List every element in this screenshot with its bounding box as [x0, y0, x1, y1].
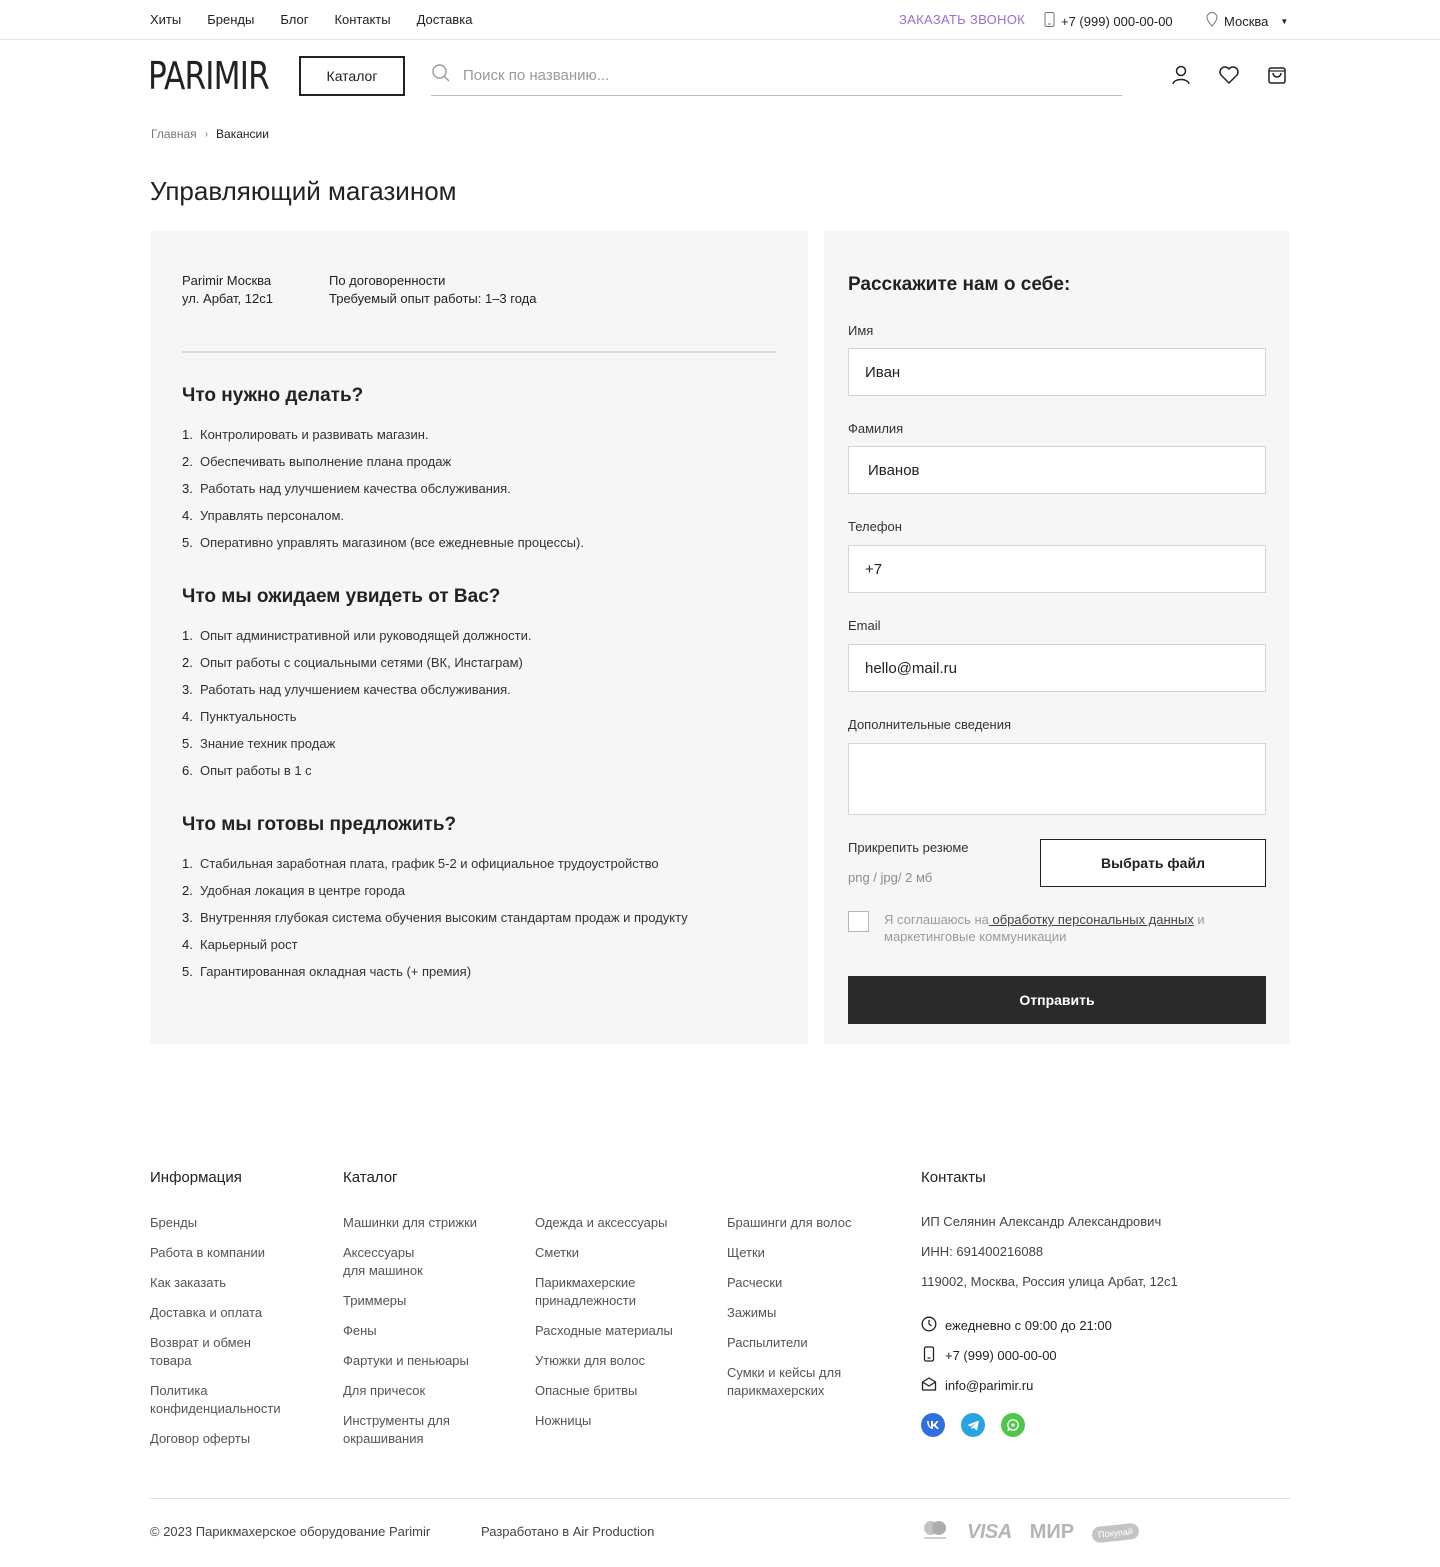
- name-field[interactable]: [848, 348, 1266, 396]
- section-title-duties: Что нужно делать?: [182, 385, 364, 406]
- footer-link[interactable]: Расходные материалы: [535, 1323, 673, 1338]
- list-item: 4. Пунктуальность: [182, 709, 297, 724]
- footer-link[interactable]: Опасные бритвы: [535, 1383, 638, 1398]
- contact-owner: ИП Селянин Александр Александрович: [921, 1214, 1162, 1229]
- mastercard-icon: [921, 1519, 949, 1546]
- contact-hours: [921, 1316, 1112, 1335]
- breadcrumb-current: Вакансии: [216, 127, 269, 141]
- phone-label: Телефон: [848, 519, 902, 534]
- footer-link[interactable]: Распылители: [727, 1335, 808, 1350]
- payment-methods: [921, 1519, 1139, 1546]
- whatsapp-icon[interactable]: [1001, 1413, 1025, 1437]
- surname-field[interactable]: [848, 446, 1266, 494]
- contact-phone-text: +7 (999) 000-00-00: [945, 1348, 1057, 1363]
- footer-contacts: [921, 1214, 1178, 1304]
- list-item: 5. Гарантированная окладная часть (+ премия): [182, 964, 472, 979]
- footer-catalog-col-3: [727, 1214, 877, 1412]
- privacy-policy-link[interactable]: обработку персональных данных: [988, 912, 1194, 927]
- copyright: © 2023 Парикмахерское оборудование Parimir: [150, 1524, 431, 1539]
- email-field[interactable]: [848, 644, 1266, 692]
- footer-link[interactable]: Расчески: [727, 1275, 783, 1290]
- form-title: Расскажите нам о себе:: [848, 274, 1071, 295]
- list-item: 2. Обеспечивать выполнение плана продаж: [182, 454, 452, 469]
- footer-link[interactable]: Щетки: [727, 1245, 765, 1260]
- list-item: 2. Опыт работы с социальными сетями (ВК, Инстаграм): [182, 655, 523, 670]
- search-bar: [431, 56, 1122, 96]
- list-item: 4. Управлять персоналом.: [182, 508, 345, 523]
- vk-icon[interactable]: [921, 1413, 945, 1437]
- consent-pre: Я соглашаюсь на: [884, 912, 989, 927]
- contact-address: 119002, Москва, Россия улица Арбат, 12с1: [921, 1274, 1178, 1289]
- section-title-offer: Что мы готовы предложить?: [182, 814, 457, 835]
- footer-link[interactable]: Парикмахерские принадлежности: [535, 1275, 637, 1308]
- footer-link[interactable]: Триммеры: [343, 1293, 407, 1308]
- footer-link[interactable]: Политика конфиденциальности: [150, 1383, 281, 1416]
- visa-logo: VISA: [967, 1521, 1012, 1543]
- choose-file-button[interactable]: Выбрать файл: [1040, 839, 1266, 887]
- footer-link[interactable]: Возврат и обмен товара: [150, 1335, 251, 1368]
- city-selector[interactable]: [1206, 12, 1288, 30]
- divider: [182, 351, 776, 353]
- user-icon[interactable]: [1170, 64, 1192, 86]
- catalog-button[interactable]: Каталог: [299, 56, 405, 96]
- page-title: Управляющий магазином: [150, 176, 457, 206]
- footer-link[interactable]: Фены: [343, 1323, 377, 1338]
- top-nav-contacts[interactable]: Контакты: [334, 12, 391, 27]
- footer-info-links: [150, 1214, 300, 1460]
- consent-checkbox[interactable]: [848, 911, 869, 932]
- cart-icon[interactable]: [1266, 64, 1288, 86]
- developer-link[interactable]: Разработано в Air Production: [481, 1524, 655, 1539]
- heart-icon[interactable]: [1218, 64, 1240, 86]
- surname-label: Фамилия: [848, 421, 904, 436]
- attach-resume-label: Прикрепить резюме: [848, 840, 969, 855]
- list-item: 3. Работать над улучшением качества обслуживания.: [182, 682, 511, 697]
- vacancy-details: [150, 231, 808, 1044]
- vacancy-terms: [329, 272, 537, 308]
- top-phone[interactable]: [1044, 12, 1173, 30]
- top-nav-brands[interactable]: Бренды: [207, 12, 255, 27]
- footer-link[interactable]: Машинки для стрижки: [343, 1215, 478, 1230]
- email-label: Email: [848, 618, 881, 633]
- telegram-icon[interactable]: [961, 1413, 985, 1437]
- footer-catalog-title: Каталог: [343, 1169, 398, 1186]
- contact-email-text: info@parimir.ru: [945, 1378, 1034, 1393]
- footer-link[interactable]: Аксессуары для машинок: [343, 1245, 423, 1278]
- footer-link[interactable]: Одежда и аксессуары: [535, 1215, 668, 1230]
- footer-contacts-title: Контакты: [921, 1169, 986, 1186]
- name-label: Имя: [848, 323, 874, 338]
- footer-info-title: Информация: [150, 1169, 242, 1186]
- vacancy-location: [182, 272, 273, 308]
- footer-link[interactable]: Зажимы: [727, 1305, 777, 1320]
- contact-email[interactable]: [921, 1376, 1033, 1395]
- footer-link[interactable]: Фартуки и пеньюары: [343, 1353, 469, 1368]
- pokupay-logo: Покупай: [1091, 1522, 1139, 1543]
- top-nav-delivery[interactable]: Доставка: [416, 12, 473, 27]
- top-bar: [0, 0, 1440, 40]
- footer-link[interactable]: Утюжки для волос: [535, 1353, 646, 1368]
- footer-link[interactable]: Договор оферты: [150, 1431, 251, 1446]
- header-actions: [1170, 64, 1288, 86]
- contact-hours-text: ежедневно с 09:00 до 21:00: [945, 1318, 1112, 1333]
- list-item: 5. Знание техник продаж: [182, 736, 336, 751]
- extra-info-label: Дополнительные сведения: [848, 717, 1012, 732]
- clock-icon: [921, 1316, 937, 1335]
- footer-link[interactable]: Сметки: [535, 1245, 580, 1260]
- footer-link[interactable]: Работа в компании: [150, 1245, 266, 1260]
- footer-catalog-col-1: [343, 1214, 493, 1460]
- mail-icon: [921, 1376, 937, 1395]
- contact-phone[interactable]: [921, 1346, 1057, 1365]
- submit-button[interactable]: Отправить: [848, 976, 1266, 1024]
- footer-divider: [150, 1498, 1290, 1499]
- vacancy-address: ул. Арбат, 12с1: [182, 291, 273, 306]
- list-item: 3. Внутренняя глубокая система обучения высоким стандартам продаж и продукту: [182, 910, 688, 925]
- caret-down-icon: ▼: [1280, 16, 1289, 26]
- list-item: 1. Стабильная заработная плата, график 5-2 и официальное трудоустройство: [182, 856, 659, 871]
- offer-list: [182, 856, 688, 991]
- section-title-requirements: Что мы ожидаем увидеть от Вас?: [182, 586, 501, 607]
- footer-link[interactable]: Брашинги для волос: [727, 1215, 852, 1230]
- vacancy-salary: По договоренности: [329, 273, 446, 288]
- footer-link[interactable]: Как заказать: [150, 1275, 226, 1290]
- consent-post: и маркетинговые коммуникации: [884, 912, 1205, 944]
- vacancy-company: Parimir Москва: [182, 273, 272, 288]
- list-item: 1. Контролировать и развивать магазин.: [182, 427, 429, 442]
- vacancy-experience: Требуемый опыт работы: 1–3 года: [329, 291, 537, 306]
- footer-link[interactable]: Инструменты для окрашивания: [343, 1413, 450, 1446]
- breadcrumb-home[interactable]: Главная: [151, 127, 197, 141]
- footer-link[interactable]: Бренды: [150, 1215, 198, 1230]
- list-item: 6. Опыт работы в 1 с: [182, 763, 312, 778]
- list-item: 4. Карьерный рост: [182, 937, 298, 952]
- callback-link[interactable]: ЗАКАЗАТЬ ЗВОНОК: [899, 12, 1025, 27]
- phone-icon: [1044, 12, 1055, 30]
- application-form: [824, 231, 1290, 1044]
- phone-field[interactable]: [848, 545, 1266, 593]
- site-logo[interactable]: PARIMIR: [148, 54, 269, 98]
- list-item: 5. Оперативно управлять магазином (все ежедневные процессы).: [182, 535, 584, 550]
- footer-link[interactable]: Сумки и кейсы для парикмахерских: [727, 1365, 842, 1398]
- footer-link[interactable]: Доставка и оплата: [150, 1305, 263, 1320]
- search-input[interactable]: [463, 67, 1103, 84]
- attach-resume-hint: png / jpg/ 2 мб: [848, 870, 933, 885]
- top-nav: [150, 12, 472, 27]
- phone-icon: [921, 1346, 937, 1365]
- consent-text: [884, 911, 1254, 945]
- list-item: 1. Опыт административной или руководящей должности.: [182, 628, 532, 643]
- top-nav-blog[interactable]: Блог: [280, 12, 309, 27]
- footer-link[interactable]: Для причесок: [343, 1383, 426, 1398]
- duties-list: [182, 427, 584, 562]
- contact-inn: ИНН: 691400216088: [921, 1244, 1044, 1259]
- top-phone-number: +7 (999) 000-00-00: [1061, 13, 1173, 29]
- extra-info-field[interactable]: [848, 743, 1266, 815]
- mir-logo: МИР: [1029, 1521, 1075, 1543]
- footer-link[interactable]: Ножницы: [535, 1413, 592, 1428]
- list-item: 3. Работать над улучшением качества обслуживания.: [182, 481, 511, 496]
- list-item: 2. Удобная локация в центре города: [182, 883, 406, 898]
- city-name: Москва: [1224, 13, 1269, 29]
- requirements-list: [182, 628, 531, 790]
- search-icon: [431, 63, 451, 88]
- location-pin-icon: [1206, 12, 1218, 30]
- footer-catalog-col-2: [535, 1214, 695, 1442]
- social-links: [921, 1413, 1025, 1437]
- top-nav-hits[interactable]: Хиты: [150, 12, 182, 27]
- breadcrumb: [151, 127, 269, 141]
- chevron-right-icon: ›: [204, 128, 209, 140]
